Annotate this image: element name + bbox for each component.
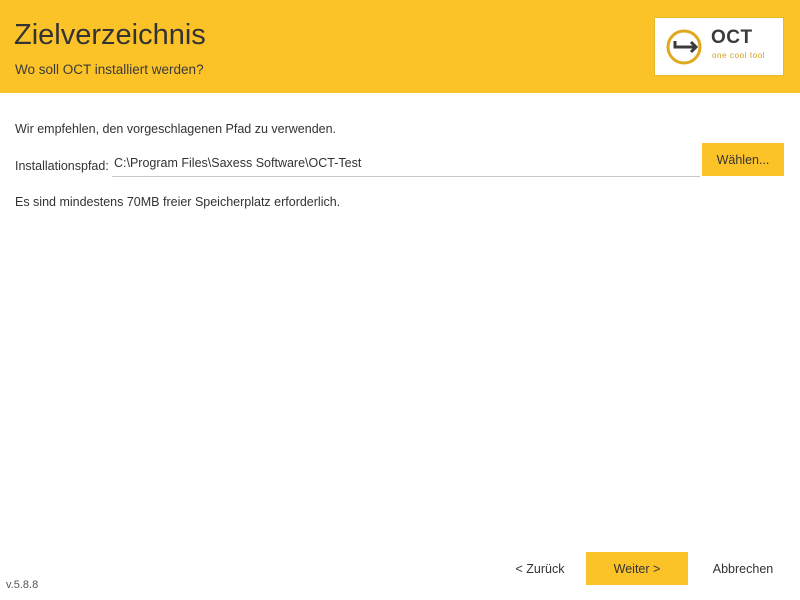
logo-wordmark: OCT: [711, 27, 753, 48]
content-area: [0, 93, 800, 548]
install-path-label: Installationspfad:: [15, 159, 109, 173]
recommendation-text: Wir empfehlen, den vorgeschlagenen Pfad zu verwenden.: [15, 122, 337, 136]
cancel-button[interactable]: Abbrechen: [698, 555, 788, 583]
next-button[interactable]: Weiter >: [586, 552, 688, 585]
page-subtitle: Wo soll OCT installiert werden?: [15, 62, 204, 77]
back-button[interactable]: < Zurück: [500, 555, 580, 583]
logo: [654, 17, 784, 76]
logo-tagline: one cool tool: [712, 51, 766, 60]
version-label: v.5.8.8: [6, 579, 39, 591]
install-path-input[interactable]: [112, 151, 700, 177]
browse-button[interactable]: Wählen...: [702, 143, 784, 176]
disk-space-note: Es sind mindestens 70MB freier Speicherplatz erforderlich.: [15, 195, 341, 209]
oct-circle-arrow-icon: [665, 28, 703, 66]
page-title: Zielverzeichnis: [14, 19, 206, 51]
header-banner: [0, 0, 800, 93]
